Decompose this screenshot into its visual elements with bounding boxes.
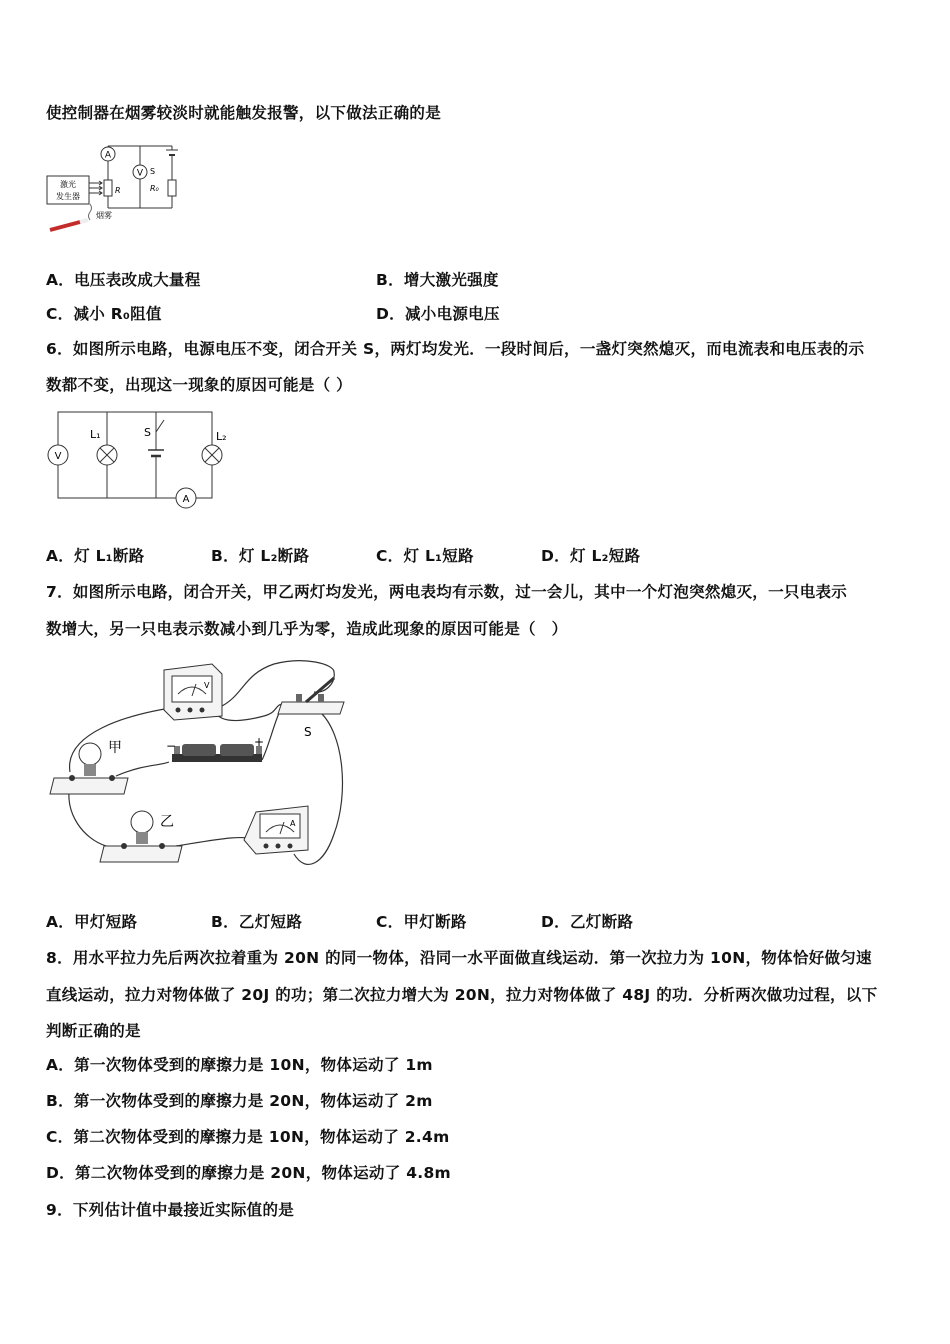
q8-stem-line2: 直线运动，拉力对物体做了 20J 的功；第二次拉力增大为 20N，拉力对物体做了 48J 的功．分析两次做功过程，以下 [46, 986, 878, 1004]
q5-option-b[interactable]: B．增大激光强度 [376, 271, 499, 289]
smoke-label: 烟雾 [96, 211, 112, 220]
ammeter-icon [244, 806, 308, 854]
switch-icon [278, 678, 344, 714]
photoresistor-icon [104, 180, 112, 196]
svg-text:V: V [136, 168, 144, 179]
smoke-icon [89, 204, 92, 220]
l2-label: L₂ [216, 430, 227, 443]
q5-option-c[interactable]: C．减小 R₀阻值 [46, 305, 162, 323]
q6-option-a[interactable]: A．灯 L₁断路 [46, 547, 145, 565]
q7-option-d[interactable]: D．乙灯断路 [541, 913, 634, 931]
voltmeter-icon [164, 664, 222, 720]
r-label: R [115, 186, 121, 195]
battery-icon [172, 744, 262, 762]
ammeter-icon [176, 488, 196, 508]
resistor-icon [168, 180, 176, 196]
battery-minus-label: − [166, 739, 177, 753]
q7-option-b[interactable]: B．乙灯短路 [211, 913, 303, 931]
q8-option-b[interactable]: B．第一次物体受到的摩擦力是 20N，物体运动了 2m [46, 1092, 433, 1110]
ammeter-icon [101, 147, 115, 161]
switch-label: S [304, 725, 312, 739]
svg-text:A: A [182, 494, 190, 505]
lamp-jia-label: 甲 [108, 740, 122, 756]
svg-text:V: V [204, 681, 210, 690]
switch-label: S [150, 167, 156, 176]
svg-text:A: A [290, 819, 296, 828]
svg-text:激光: 激光 [60, 180, 76, 189]
q8-option-d[interactable]: D．第二次物体受到的摩擦力是 20N，物体运动了 4.8m [46, 1164, 452, 1182]
q6-stem-line1: 6．如图所示电路，电源电压不变，闭合开关 S，两灯均发光．一段时间后，一盏灯突然熄灭，而电流表和电压表的示 [46, 340, 865, 358]
q6-option-c[interactable]: C．灯 L₁短路 [376, 547, 474, 565]
battery-plus-label: + [254, 735, 265, 749]
l1-label: L₁ [90, 428, 101, 441]
svg-text:发生器: 发生器 [56, 192, 80, 201]
switch-label: S [144, 426, 151, 439]
q8-stem-line3: 判断正确的是 [46, 1022, 141, 1040]
q5-option-a[interactable]: A．电压表改成大量程 [46, 271, 201, 289]
q6-circuit-figure [44, 406, 234, 510]
q7-stem-line2: 数增大，另一只电表示数减小到几乎为零，造成此现象的原因可能是（ ） [46, 620, 568, 638]
q6-option-b[interactable]: B．灯 L₂断路 [211, 547, 310, 565]
r0-label: R₀ [150, 184, 159, 193]
svg-text:A: A [104, 150, 112, 161]
lamp-l2-icon [202, 445, 222, 465]
q7-option-c[interactable]: C．甲灯断路 [376, 913, 467, 931]
q7-option-a[interactable]: A．甲灯短路 [46, 913, 138, 931]
laser-beam-arrows [89, 181, 102, 195]
q6-stem-line2: 数都不变，出现这一现象的原因可能是（ ） [46, 376, 352, 394]
lamp-l1-icon [97, 445, 117, 465]
q5-stem: 使控制器在烟雾较淡时就能触发报警，以下做法正确的是 [46, 104, 442, 122]
q6-option-d[interactable]: D．灯 L₂短路 [541, 547, 641, 565]
q5-option-d[interactable]: D．减小电源电压 [376, 305, 500, 323]
svg-text:V: V [54, 451, 62, 462]
voltmeter-icon [48, 445, 68, 465]
lamp-yi-label: 乙 [160, 814, 174, 830]
q8-stem-line1: 8．用水平拉力先后两次拉着重为 20N 的同一物体，沿同一水平面做直线运动．第一次拉力为 10N，物体恰好做匀速 [46, 949, 872, 967]
q9-stem: 9．下列估计值中最接近实际值的是 [46, 1201, 295, 1219]
q5-circuit-figure [44, 136, 194, 238]
q8-option-a[interactable]: A．第一次物体受到的摩擦力是 10N，物体运动了 1m [46, 1056, 433, 1074]
q8-option-c[interactable]: C．第二次物体受到的摩擦力是 10N，物体运动了 2.4m [46, 1128, 450, 1146]
voltmeter-icon [133, 165, 147, 179]
q7-stem-line1: 7．如图所示电路，闭合开关，甲乙两灯均发光，两电表均有示数，过一会儿，其中一个灯泡突然熄灭，一只电表示 [46, 583, 848, 601]
cigarette-icon [50, 222, 80, 230]
q7-circuit-figure [44, 654, 374, 880]
